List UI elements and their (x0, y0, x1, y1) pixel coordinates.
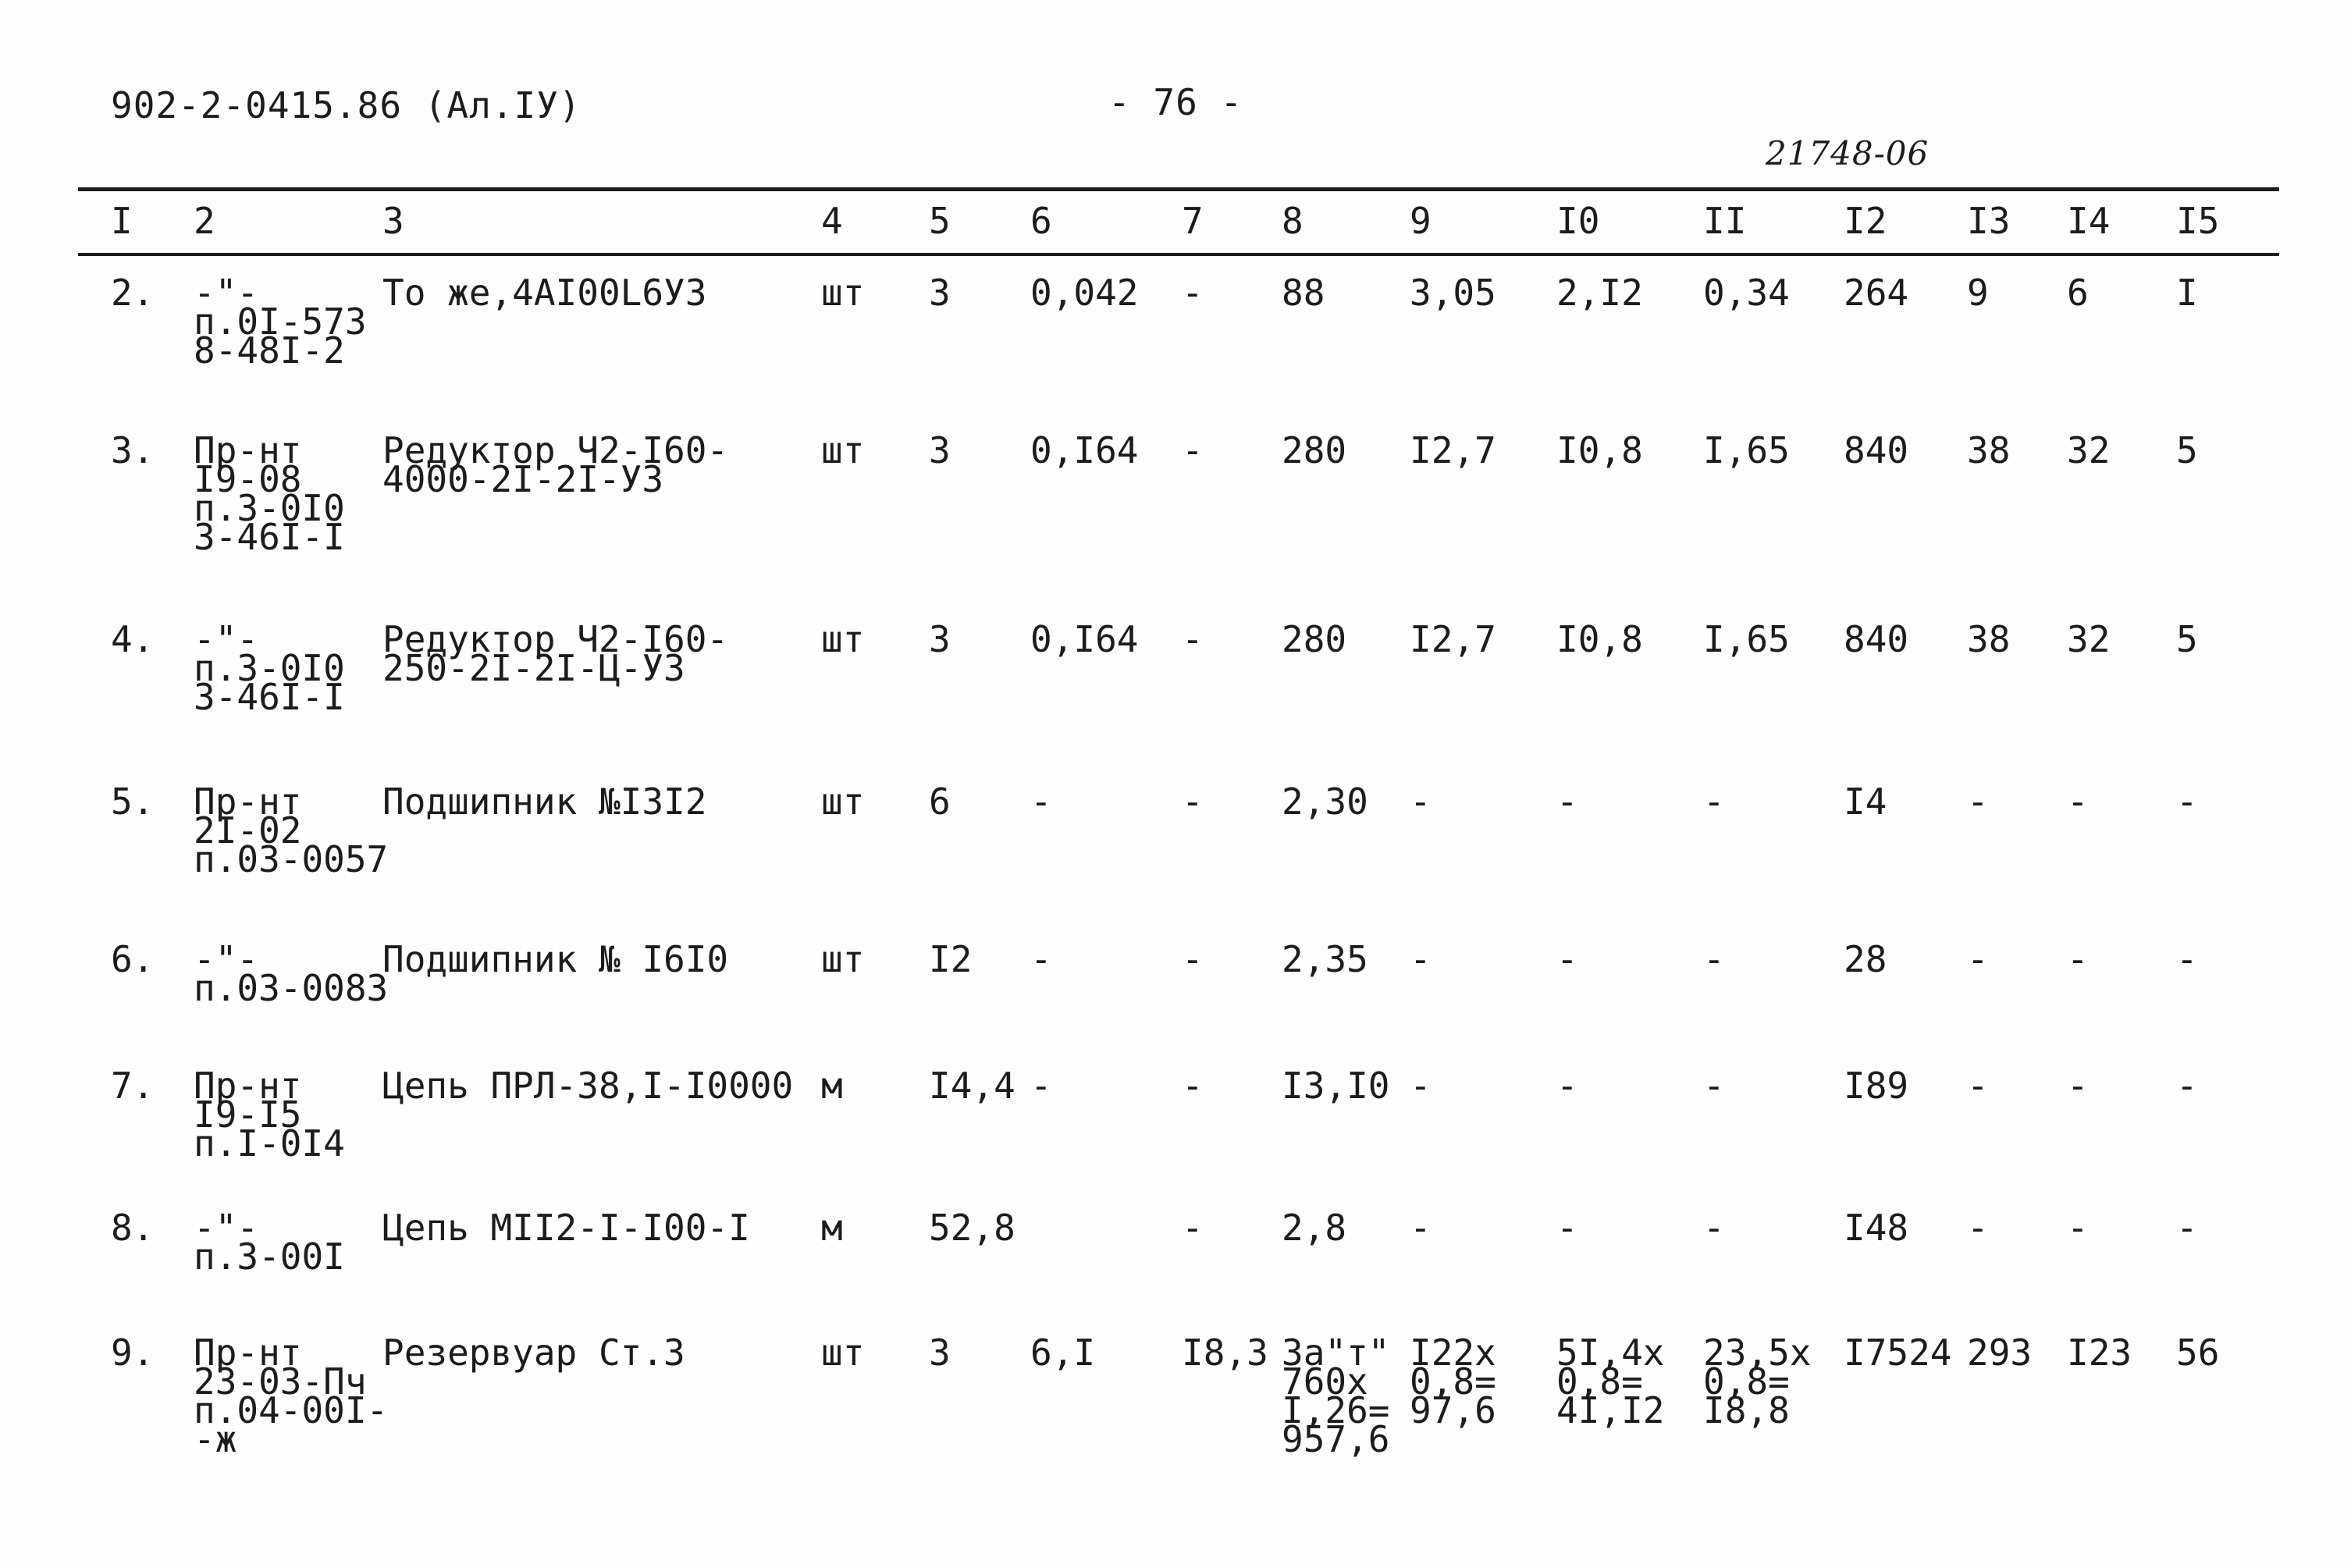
table-cell-col-3: Цепь МII2-I-I00-I (382, 1207, 750, 1249)
table-cell-col-9: - (1410, 780, 1432, 823)
table-cell-col-10: - (1556, 780, 1578, 823)
table-cell-col-11: - (1703, 938, 1725, 980)
table-cell-col-1: 6. (111, 938, 155, 980)
table-cell-col-9: I2,7 (1410, 618, 1496, 660)
table-cell-col-10: 2,I2 (1556, 272, 1643, 314)
table-cell-col-8: 280 (1282, 618, 1347, 660)
table-cell-col-14: - (2067, 780, 2089, 823)
table-cell-col-5: 6 (929, 780, 951, 823)
table-cell-col-1: 4. (111, 618, 155, 660)
table-cell-col-2: Пр-нт 2I-02 п.03-0057 (194, 780, 389, 880)
table-cell-col-2: -"- п.0I-573 8-48I-2 (194, 272, 367, 372)
table-cell-col-15: I (2176, 272, 2198, 314)
table-cell-col-4: шт (821, 780, 865, 823)
column-header-5: 5 (929, 200, 951, 242)
table-cell-col-1: 8. (111, 1207, 155, 1249)
table-cell-col-5: I4,4 (929, 1065, 1015, 1107)
table-cell-col-7: - (1182, 618, 1204, 660)
table-cell-col-10: 5I,4х 0,8= 4I,I2 (1556, 1332, 1665, 1431)
table-cell-col-4: шт (821, 938, 865, 980)
table-cell-col-7: - (1182, 429, 1204, 471)
table-cell-col-3: Подшипник № I6I0 (382, 938, 729, 980)
table-cell-col-7: - (1182, 1065, 1204, 1107)
table-cell-col-15: 5 (2176, 618, 2198, 660)
table-cell-col-4: шт (821, 272, 865, 314)
table-cell-col-7: - (1182, 272, 1204, 314)
table-cell-col-15: - (2176, 780, 2198, 823)
table-cell-col-3: Редуктор Ч2-I60- 250-2I-2I-Ц-У3 (382, 618, 729, 689)
table-cell-col-10: I0,8 (1556, 618, 1643, 660)
table-cell-col-8: I3,I0 (1282, 1065, 1390, 1107)
table-cell-col-11: I,65 (1703, 618, 1790, 660)
table-cell-col-13: 38 (1967, 618, 2011, 660)
table-cell-col-8: 88 (1282, 272, 1325, 314)
table-cell-col-2: Пр-нт I9-08 п.3-0I0 3-46I-I (194, 429, 345, 558)
table-cell-col-3: Резервуар Ст.3 (382, 1332, 685, 1374)
table-cell-col-12: I89 (1844, 1065, 1909, 1107)
table-cell-col-11: 0,34 (1703, 272, 1790, 314)
table-cell-col-9: - (1410, 1207, 1432, 1249)
table-cell-col-4: шт (821, 429, 865, 471)
table-cell-col-12: 840 (1844, 429, 1909, 471)
table-cell-col-9: I22х 0,8= 97,6 (1410, 1332, 1496, 1431)
table-cell-col-12: I48 (1844, 1207, 1909, 1249)
table-cell-col-10: - (1556, 1065, 1578, 1107)
table-cell-col-13: - (1967, 780, 1989, 823)
table-cell-col-6: 0,042 (1030, 272, 1139, 314)
table-cell-col-7: - (1182, 938, 1204, 980)
table-cell-col-13: - (1967, 1065, 1989, 1107)
table-cell-col-15: - (2176, 1207, 2198, 1249)
table-cell-col-8: 2,8 (1282, 1207, 1347, 1249)
column-header-4: 4 (821, 200, 843, 242)
table-cell-col-8: 2,30 (1282, 780, 1368, 823)
table-cell-col-3: Цепь ПРЛ-38,I-I0000 (382, 1065, 794, 1107)
table-cell-col-8: 280 (1282, 429, 1347, 471)
table-cell-col-15: 5 (2176, 429, 2198, 471)
table-cell-col-2: Пр-нт 23-03-Пч п.04-00I- -ж (194, 1332, 389, 1460)
table-cell-col-1: 7. (111, 1065, 155, 1107)
column-header-9: 9 (1410, 200, 1432, 242)
table-cell-col-6: - (1030, 780, 1052, 823)
column-header-7: 7 (1182, 200, 1204, 242)
table-cell-col-2: -"- п.3-0I0 3-46I-I (194, 618, 345, 718)
column-header-15: I5 (2176, 200, 2220, 242)
table-cell-col-5: 3 (929, 272, 951, 314)
column-header-3: 3 (382, 200, 404, 242)
table-cell-col-12: I4 (1844, 780, 1887, 823)
table-cell-col-12: 28 (1844, 938, 1887, 980)
column-header-2: 2 (194, 200, 215, 242)
table-cell-col-14: - (2067, 938, 2089, 980)
column-header-11: II (1703, 200, 1747, 242)
column-header-10: I0 (1556, 200, 1600, 242)
table-cell-col-12: 264 (1844, 272, 1909, 314)
table-cell-col-3: Редуктор Ч2-I60- 4000-2I-2I-У3 (382, 429, 729, 500)
table-cell-col-2: Пр-нт I9-I5 п.I-0I4 (194, 1065, 345, 1164)
table-cell-col-13: 293 (1967, 1332, 2033, 1374)
table-cell-col-7: - (1182, 780, 1204, 823)
page-number: - 76 - (1108, 81, 1243, 123)
table-cell-col-8: 2,35 (1282, 938, 1368, 980)
table-cell-col-7: - (1182, 1207, 1204, 1249)
table-cell-col-11: - (1703, 780, 1725, 823)
table-cell-col-13: - (1967, 1207, 1989, 1249)
table-cell-col-9: - (1410, 938, 1432, 980)
column-header-6: 6 (1030, 200, 1052, 242)
table-cell-col-4: м (821, 1207, 843, 1249)
table-cell-col-4: м (821, 1065, 843, 1107)
table-cell-col-8: 3а"т" 760х I,26= 957,6 (1282, 1332, 1390, 1460)
table-cell-col-9: I2,7 (1410, 429, 1496, 471)
table-cell-col-12: 840 (1844, 618, 1909, 660)
column-header-12: I2 (1844, 200, 1887, 242)
table-cell-col-5: 3 (929, 618, 951, 660)
table-cell-col-1: 2. (111, 272, 155, 314)
table-cell-col-11: I,65 (1703, 429, 1790, 471)
table-cell-col-10: - (1556, 938, 1578, 980)
table-cell-col-15: - (2176, 1065, 2198, 1107)
table-cell-col-15: 56 (2176, 1332, 2220, 1374)
column-header-13: I3 (1967, 200, 2011, 242)
table-cell-col-1: 9. (111, 1332, 155, 1374)
table-cell-col-14: 32 (2067, 618, 2111, 660)
table-cell-col-6: 0,I64 (1030, 429, 1139, 471)
table-cell-col-5: 52,8 (929, 1207, 1015, 1249)
document-code: 902-2-0415.86 (Ал.IУ) (111, 84, 582, 126)
table-cell-col-5: I2 (929, 938, 973, 980)
table-cell-col-4: шт (821, 1332, 865, 1374)
column-header-1: I (111, 200, 133, 242)
table-cell-col-14: - (2067, 1065, 2089, 1107)
table-cell-col-4: шт (821, 618, 865, 660)
table-cell-col-7: I8,3 (1182, 1332, 1268, 1374)
specification-table (78, 191, 2279, 1565)
table-cell-col-1: 3. (111, 429, 155, 471)
column-header-14: I4 (2067, 200, 2111, 242)
table-cell-col-3: Подшипник №I3I2 (382, 780, 707, 823)
table-cell-col-3: То же,4АI00L6У3 (382, 272, 707, 314)
table-cell-col-6: 6,I (1030, 1332, 1096, 1374)
table-cell-col-5: 3 (929, 429, 951, 471)
table-cell-col-9: 3,05 (1410, 272, 1496, 314)
table-cell-col-14: - (2067, 1207, 2089, 1249)
table-cell-col-2: -"- п.3-00I (194, 1207, 345, 1278)
table-cell-col-13: 9 (1967, 272, 1989, 314)
table-cell-col-6: - (1030, 938, 1052, 980)
table-cell-col-11: - (1703, 1207, 1725, 1249)
table-cell-col-11: 23,5х 0,8= I8,8 (1703, 1332, 1812, 1431)
table-cell-col-6: 0,I64 (1030, 618, 1139, 660)
table-cell-col-13: 38 (1967, 429, 2011, 471)
table-cell-col-13: - (1967, 938, 1989, 980)
handwritten-stamp: 21748-06 (1766, 134, 1930, 172)
table-cell-col-15: - (2176, 938, 2198, 980)
column-header-8: 8 (1282, 200, 1304, 242)
table-cell-col-14: 6 (2067, 272, 2089, 314)
table-cell-col-12: I7524 (1844, 1332, 1952, 1374)
table-cell-col-1: 5. (111, 780, 155, 823)
table-cell-col-10: I0,8 (1556, 429, 1643, 471)
table-cell-col-9: - (1410, 1065, 1432, 1107)
table-cell-col-6: - (1030, 1065, 1052, 1107)
table-cell-col-5: 3 (929, 1332, 951, 1374)
table-cell-col-11: - (1703, 1065, 1725, 1107)
table-cell-col-2: -"- п.03-0083 (194, 938, 389, 1009)
table-cell-col-14: 32 (2067, 429, 2111, 471)
table-cell-col-10: - (1556, 1207, 1578, 1249)
table-cell-col-14: I23 (2067, 1332, 2132, 1374)
